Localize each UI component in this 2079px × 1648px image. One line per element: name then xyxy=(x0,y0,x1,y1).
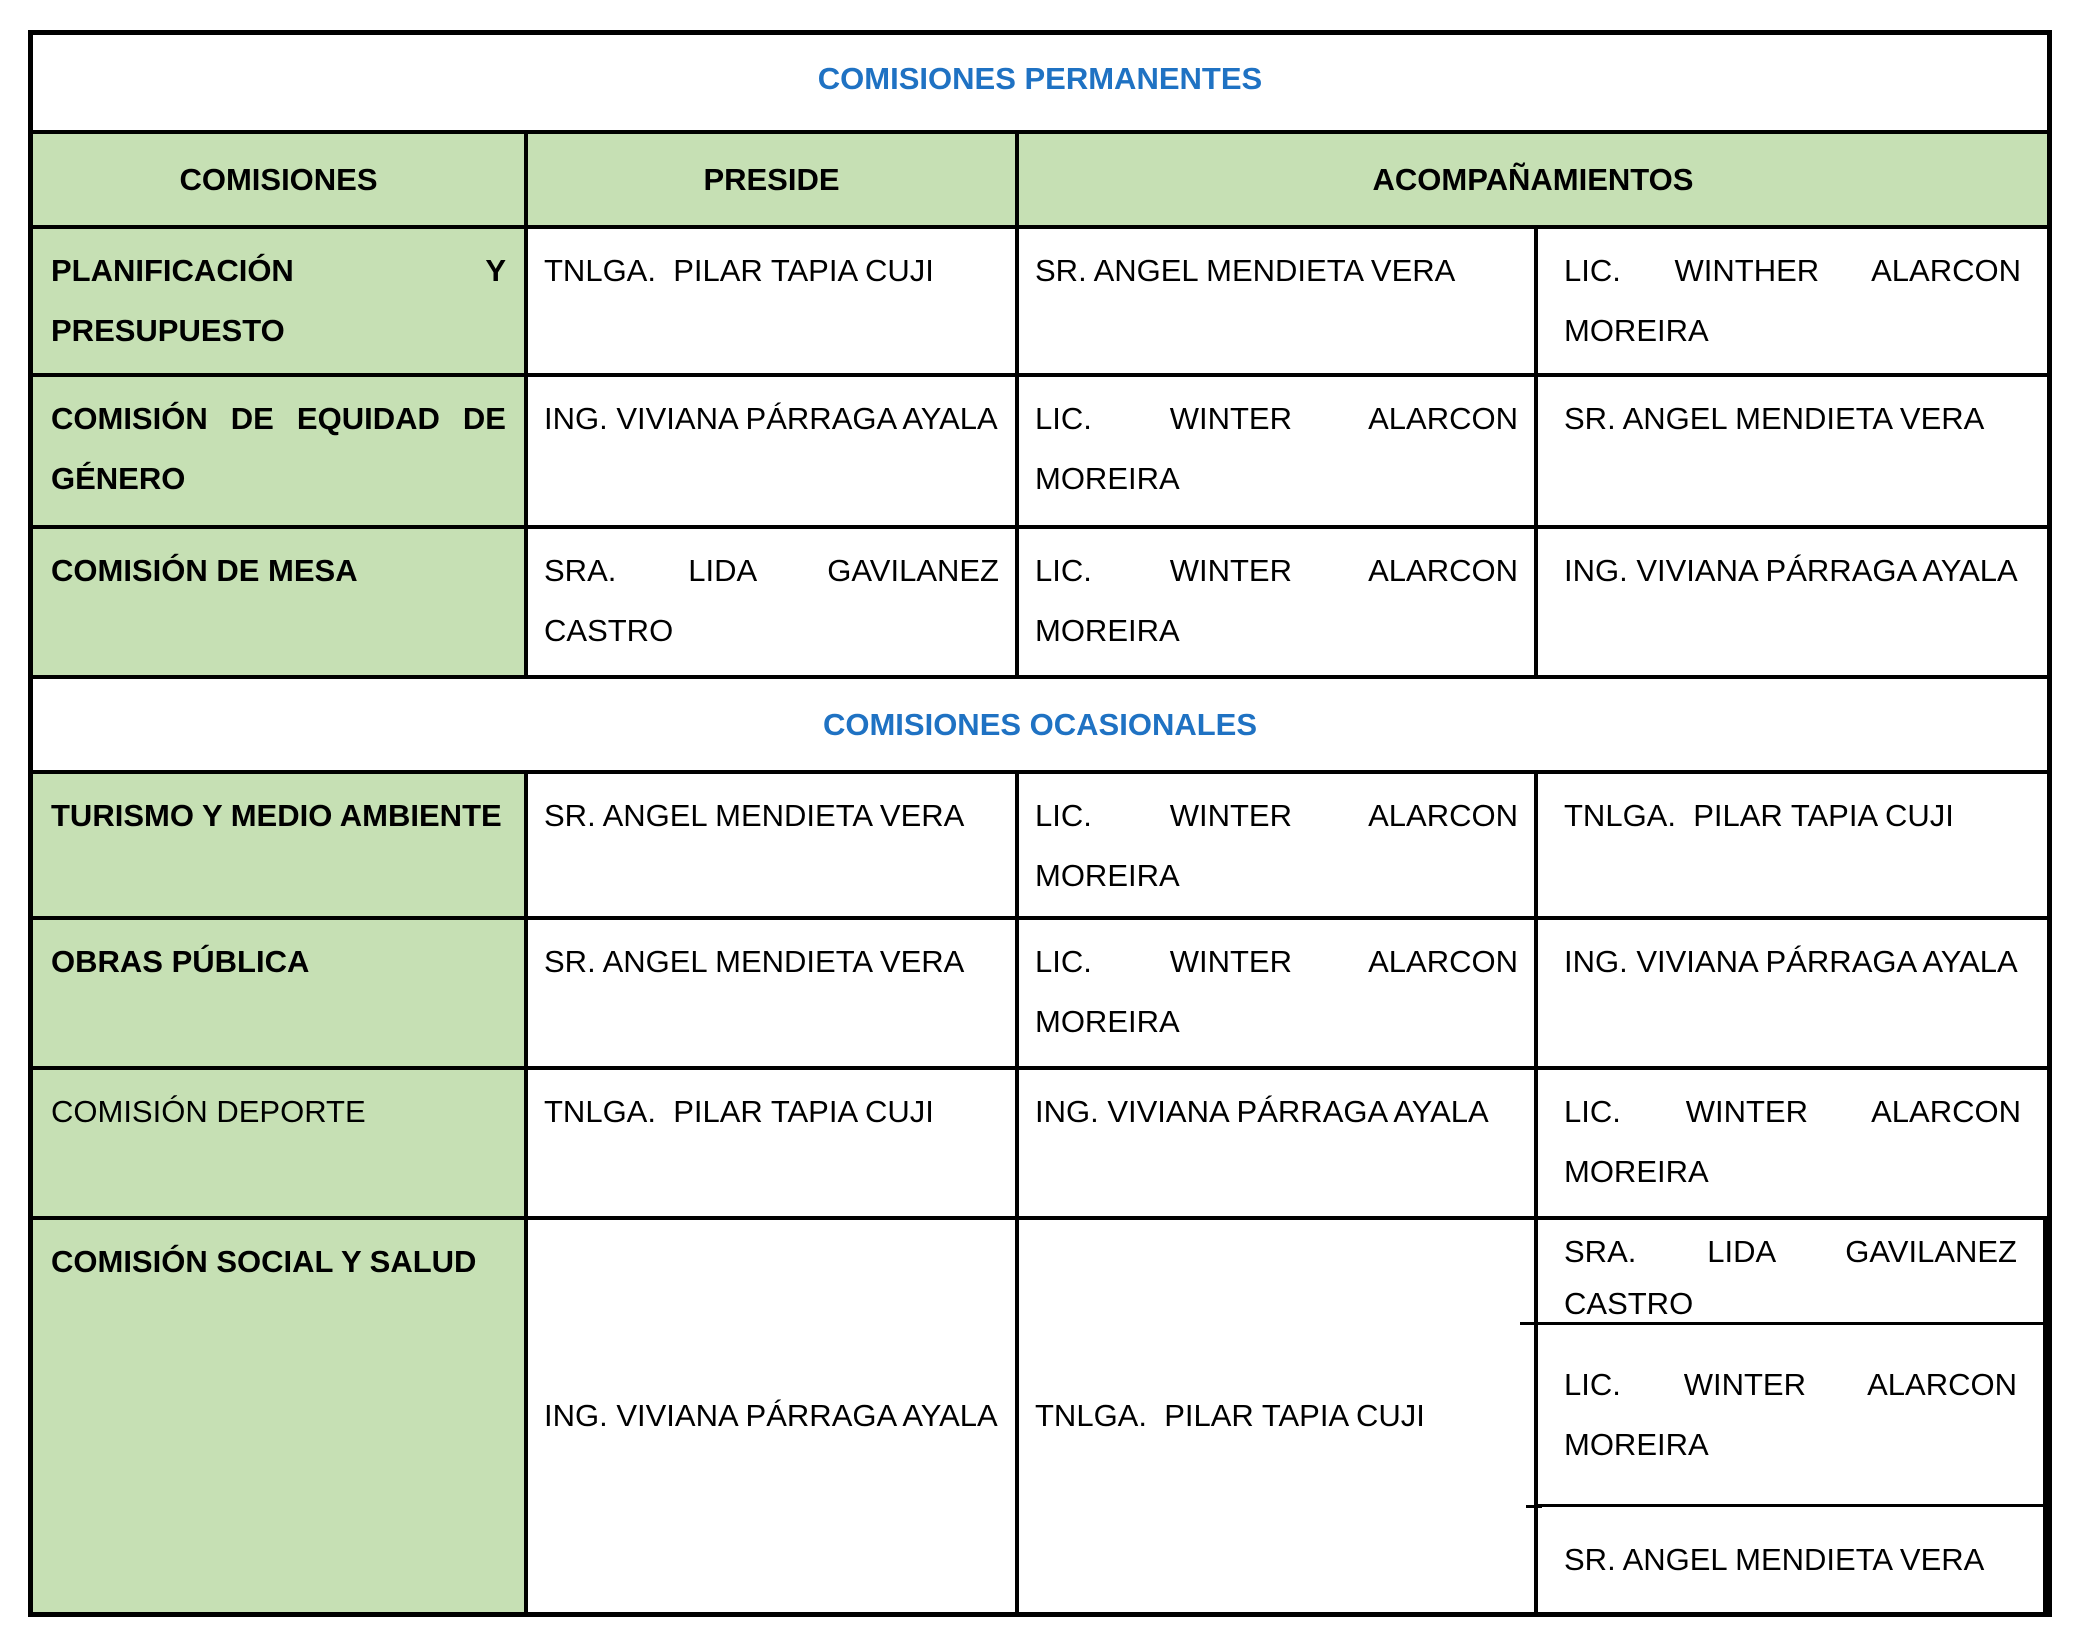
acompanamiento-cell-2: LIC. WINTHER ALARCON MOREIRA xyxy=(1564,253,2021,348)
preside-cell: SR. ANGEL MENDIETA VERA xyxy=(528,920,1019,1066)
acompanamiento-cell-1: LIC. WINTER ALARCON MOREIRA xyxy=(1019,920,1538,1066)
comision-cell: PLANIFICACIÓN Y PRESUPUESTO xyxy=(33,229,528,373)
permanentes-title: COMISIONES PERMANENTES xyxy=(817,61,1263,96)
preside-text: ING. VIVIANA PÁRRAGA AYALA xyxy=(544,1398,998,1433)
comision-cell: TURISMO Y MEDIO AMBIENTE xyxy=(33,774,528,916)
table-row-comision-deporte xyxy=(33,1070,2047,1220)
acompanamiento-cell-2: SR. ANGEL MENDIETA VERA xyxy=(1564,401,1985,436)
acompanamiento-cell-1 xyxy=(1019,1220,1538,1612)
ruler-overhang-1 xyxy=(1520,1322,1542,1325)
preside-cell: TNLGA. PILAR TAPIA CUJI xyxy=(528,1070,1019,1216)
acompanamiento-cell-2: ING. VIVIANA PÁRRAGA AYALA xyxy=(1564,553,2018,588)
acompanamiento-cell-2-stack xyxy=(1538,1220,2047,1612)
preside-cell: SR. ANGEL MENDIETA VERA xyxy=(528,774,1019,916)
preside-cell: TNLGA. PILAR TAPIA CUJI xyxy=(528,229,1019,373)
commissions-table xyxy=(28,30,2052,1617)
header-preside: PRESIDE xyxy=(528,134,1019,225)
table-row-comision-mesa xyxy=(33,529,2047,679)
comision-cell: OBRAS PÚBLICA xyxy=(33,920,528,1066)
preside-cell xyxy=(528,1220,1019,1612)
acompanamiento-cell-2: TNLGA. PILAR TAPIA CUJI xyxy=(1564,798,1954,833)
column-header-row xyxy=(33,134,2047,229)
stacked-acompanamiento-1: SRA. LIDA GAVILANEZ CASTRO xyxy=(1538,1220,2043,1325)
acompanamiento-cell-2: LIC. WINTER ALARCON MOREIRA xyxy=(1564,1094,2021,1189)
ruler-overhang-2 xyxy=(1526,1505,1542,1508)
comision-cell: COMISIÓN DEPORTE xyxy=(33,1070,528,1216)
acompanamiento-text: TNLGA. PILAR TAPIA CUJI xyxy=(1035,1398,1425,1433)
table-row-comision-social-salud xyxy=(33,1220,2047,1612)
preside-cell: SRA. LIDA GAVILANEZ CASTRO xyxy=(528,529,1019,675)
header-acompanamientos: ACOMPAÑAMIENTOS xyxy=(1019,134,2047,225)
comision-cell: COMISIÓN SOCIAL Y SALUD xyxy=(33,1220,528,1612)
acompanamiento-cell-1: ING. VIVIANA PÁRRAGA AYALA xyxy=(1019,1070,1538,1216)
permanentes-title-row xyxy=(33,35,2047,134)
header-comisiones: COMISIONES xyxy=(33,134,528,225)
table-row-planificacion-presupuesto xyxy=(33,229,2047,377)
table-row-obras-publica xyxy=(33,920,2047,1070)
acompanamiento-cell-1: LIC. WINTER ALARCON MOREIRA xyxy=(1019,377,1538,525)
comision-cell: COMISIÓN DE MESA xyxy=(33,529,528,675)
ocasionales-title: COMISIONES OCASIONALES xyxy=(822,707,1258,742)
table-row-equidad-genero xyxy=(33,377,2047,529)
acompanamiento-cell-1: LIC. WINTER ALARCON MOREIRA xyxy=(1019,774,1538,916)
acompanamiento-cell-1: LIC. WINTER ALARCON MOREIRA xyxy=(1019,529,1538,675)
comision-cell: COMISIÓN DE EQUIDAD DE GÉNERO xyxy=(33,377,528,525)
table-row-turismo-medio-ambiente xyxy=(33,774,2047,920)
acompanamiento-cell-1: SR. ANGEL MENDIETA VERA xyxy=(1019,229,1538,373)
acompanamiento-cell-2: ING. VIVIANA PÁRRAGA AYALA xyxy=(1564,944,2018,979)
stacked-acompanamiento-2: LIC. WINTER ALARCON MOREIRA xyxy=(1538,1325,2043,1507)
ocasionales-title-row xyxy=(33,679,2047,774)
preside-cell: ING. VIVIANA PÁRRAGA AYALA xyxy=(528,377,1019,525)
stacked-acompanamiento-3: SR. ANGEL MENDIETA VERA xyxy=(1564,1541,1985,1577)
